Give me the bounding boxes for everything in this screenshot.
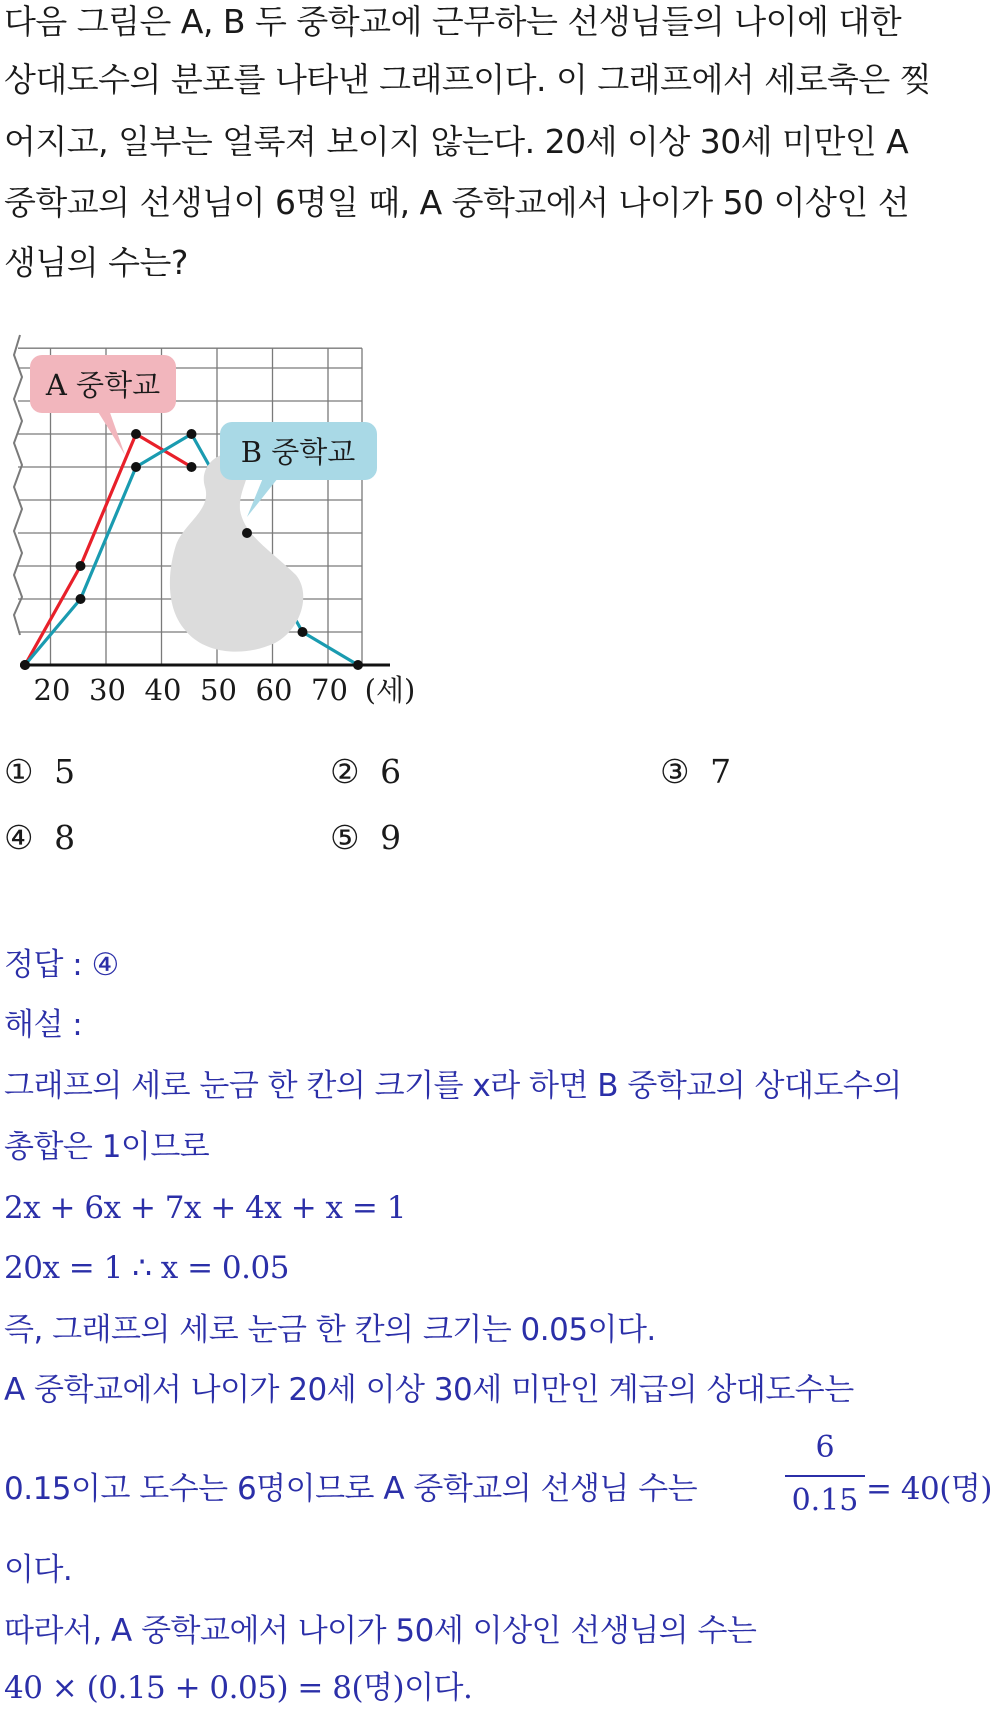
data-point-a (131, 429, 141, 439)
choice-value: 7 (710, 752, 732, 791)
explanation-line: 따라서, A 중학교에서 나이가 50세 이상인 선생님의 수는 (4, 1613, 757, 1649)
callout-a-school (30, 355, 176, 455)
choice-number: ① (4, 752, 34, 791)
question-line: 어지고, 일부는 얼룩져 보이지 않는다. 20세 이상 30세 미만인 A (4, 122, 909, 161)
explanation-line: 총합은 1이므로 (4, 1129, 210, 1165)
x-tick-label: 30 (89, 673, 126, 707)
explanation-line: 그래프의 세로 눈금 한 칸의 크기를 x라 하면 B 중학교의 상대도수의 (4, 1068, 902, 1104)
frequency-polygon-graph (0, 325, 440, 715)
callout-b-school (220, 422, 377, 517)
explanation-title: 해설 : (4, 1007, 83, 1043)
choice-2[interactable] (330, 752, 401, 792)
fraction-numerator: 6 (815, 1430, 835, 1465)
equation-tail: = 40(명) (866, 1471, 992, 1507)
x-tick-label: 70 (311, 673, 348, 707)
choice-4[interactable] (4, 818, 75, 858)
callout-b-label: B 중학교 (240, 435, 356, 469)
callout-a-pointer (95, 407, 125, 455)
equation-line: 40 × (0.15 + 0.05) = 8(명)이다. (4, 1670, 473, 1706)
fraction-bar (785, 1475, 865, 1477)
stain-blot (170, 453, 303, 652)
explanation-line: A 중학교에서 나이가 20세 이상 30세 미만인 계급의 상대도수는 (4, 1372, 854, 1408)
choice-number: ③ (660, 752, 690, 791)
question-line: 상대도수의 분포를 나타낸 그래프이다. 이 그래프에서 세로축은 찢 (4, 60, 932, 99)
data-point-b (242, 528, 252, 538)
choice-value: 5 (54, 752, 76, 791)
x-tick-label: 50 (200, 673, 237, 707)
data-point-b (298, 627, 308, 637)
explanation-line: 0.15이고 도수는 6명이므로 A 중학교의 선생님 수는 (4, 1471, 698, 1507)
data-point-a (187, 462, 197, 472)
data-point-b (353, 660, 363, 670)
fraction-denominator: 0.15 (791, 1483, 859, 1518)
choice-number: ④ (4, 818, 34, 857)
choice-number: ② (330, 752, 360, 791)
torn-axis-edge (14, 335, 22, 635)
question-line: 다음 그림은 A, B 두 중학교에 근무하는 선생님들의 나이에 대한 (4, 2, 902, 41)
x-tick-label: 20 (33, 673, 71, 707)
x-axis-unit: (세) (364, 673, 416, 707)
callout-a-label: A 중학교 (45, 368, 161, 402)
equation-line: 20x = 1 ∴ x = 0.05 (4, 1250, 289, 1286)
explanation-line: 이다. (4, 1552, 73, 1588)
data-point-a (76, 561, 86, 571)
data-point-b (76, 594, 86, 604)
question-line: 중학교의 선생님이 6명일 때, A 중학교에서 나이가 50 이상인 선 (4, 183, 910, 222)
data-point-b (187, 429, 197, 439)
data-point-b (20, 660, 30, 670)
question-line: 생님의 수는? (4, 243, 188, 282)
explanation-line: 즉, 그래프의 세로 눈금 한 칸의 크기는 0.05이다. (4, 1312, 656, 1348)
x-tick-labels (34, 673, 348, 707)
choice-1[interactable] (4, 752, 75, 792)
choice-value: 8 (54, 818, 76, 857)
data-point-b (131, 462, 141, 472)
choice-value: 6 (380, 752, 402, 791)
choice-number: ⑤ (330, 818, 360, 857)
choice-3[interactable] (660, 752, 731, 792)
x-tick-label: 40 (144, 673, 182, 707)
equation-line: 2x + 6x + 7x + 4x + x = 1 (4, 1190, 406, 1226)
x-tick-label: 60 (255, 673, 293, 707)
answer-line: 정답 : ④ (4, 947, 119, 983)
choice-value: 9 (380, 818, 402, 857)
choice-5[interactable] (330, 818, 401, 858)
